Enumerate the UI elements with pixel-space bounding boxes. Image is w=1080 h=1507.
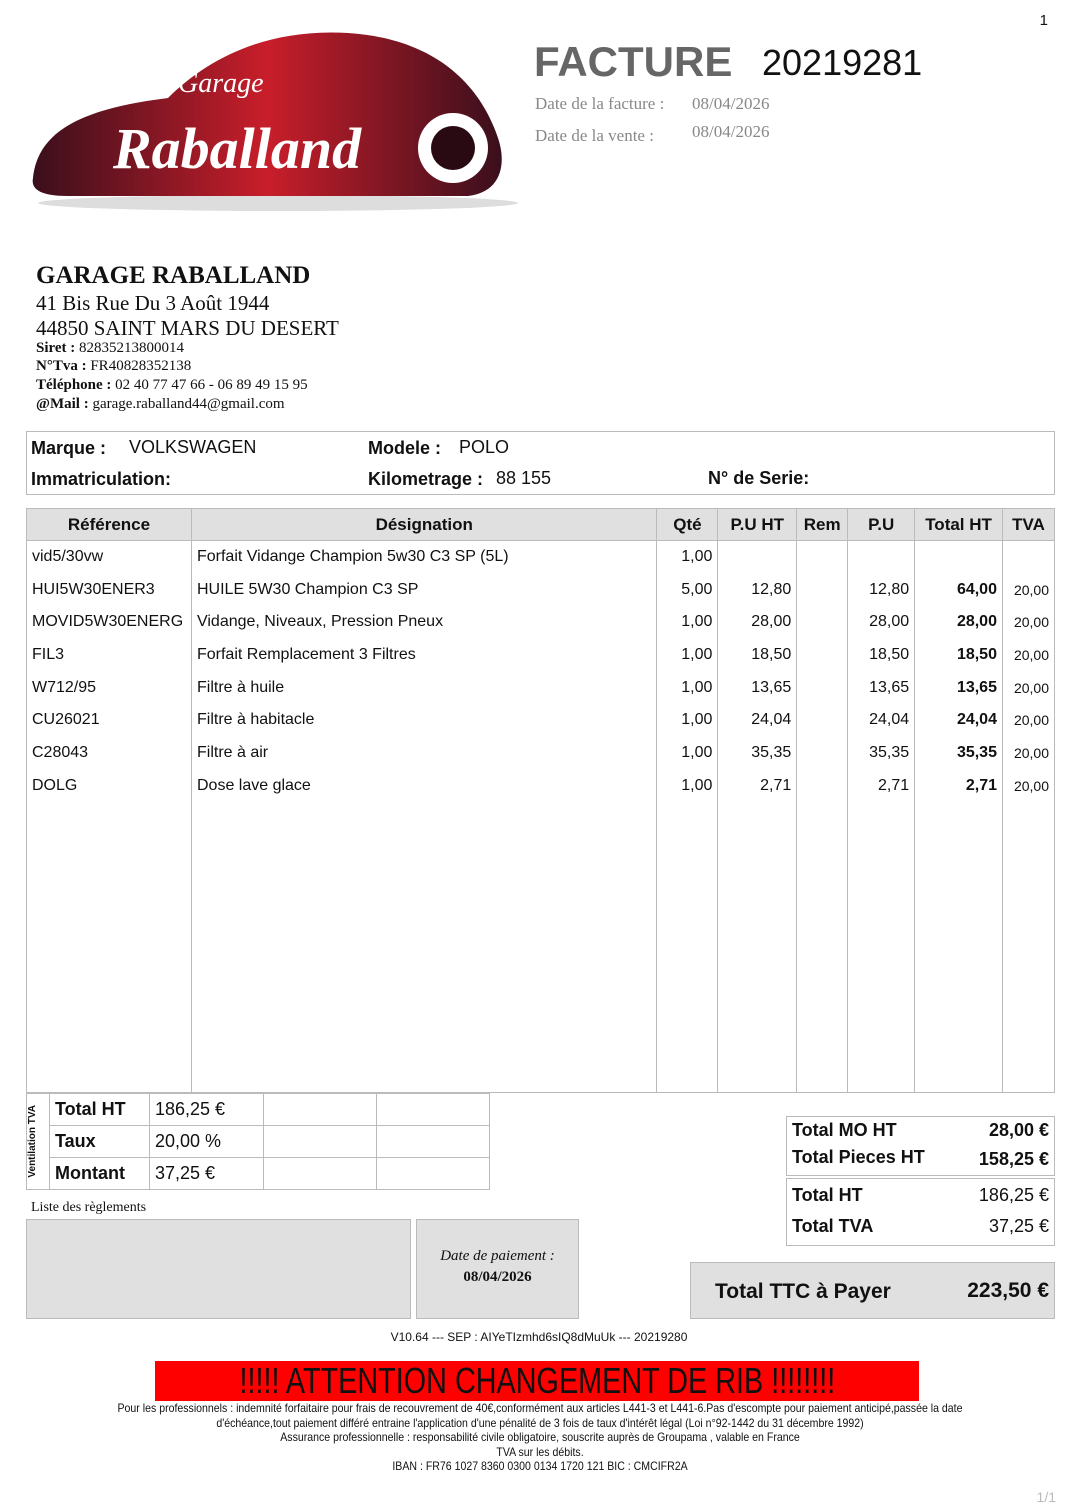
phone-label: Téléphone : [36,377,112,393]
unit-price [848,541,915,574]
version-line: V10.64 --- SEP : AIYeTIzmhd6sIQ8dMuUk --- 20219280 [390,1330,688,1344]
unit-price-ht: 24,04 [718,704,797,737]
mail: garage.raballand44@gmail.com [92,396,285,412]
empty-cell [718,802,797,1093]
unit-price-ht: 35,35 [718,737,797,770]
tva-rate: 20,00 [1002,606,1054,639]
unit-price: 28,00 [848,606,915,639]
designation: Forfait Vidange Champion 5w30 C3 SP (5L) [191,541,656,574]
serial-label: N° de Serie: [708,468,810,488]
sale-date: 08/04/2026 [692,122,770,141]
phone: 02 40 77 47 66 - 06 89 49 15 95 [115,377,308,393]
total-ht: 35,35 [915,737,1003,770]
table-row [27,671,1055,704]
total-ht: 64,00 [915,573,1003,606]
svg-text:Garage: Garage [178,68,264,99]
quantity: 1,00 [657,606,718,639]
total-tva: 37,25 € [988,1216,1049,1236]
total-ht: 24,04 [915,704,1003,737]
vat-rate: 20,00 % [150,1126,264,1158]
reference: MOVID5W30ENERG [27,606,192,639]
tva-rate: 20,00 [1002,573,1054,606]
column-header: Qté [657,509,718,541]
unit-price: 18,50 [848,639,915,672]
total-ht-label: Total HT [792,1185,863,1205]
company-address1: 41 Bis Rue Du 3 Août 1944 [36,291,270,315]
unit-price-ht: 18,50 [718,639,797,672]
total-ttc-box [690,1262,1055,1319]
quantity: 1,00 [657,704,718,737]
vat-amount-label: Montant [50,1158,150,1190]
footer-line-3: Assurance professionnelle : responsabilité civile obligatoire, souscrite auprès de Groupama , valable en France [280,1430,800,1445]
vat-side-label: Ventilation TVA [27,1105,38,1178]
discount [797,704,848,737]
vat-total-ht: 186,25 € [150,1094,264,1126]
unit-price-ht: 13,65 [718,671,797,704]
total-ht: 13,65 [915,671,1003,704]
tva-rate [1002,541,1054,574]
reference: HUI5W30ENER3 [27,573,192,606]
tva-label: N°Tva : [36,358,87,374]
unit-price: 2,71 [848,769,915,802]
table-row [27,541,1055,574]
vat-total-ht-label: Total HT [50,1094,150,1126]
table-row [27,737,1055,770]
table-row [27,639,1055,672]
unit-price-ht: 12,80 [718,573,797,606]
vehicle-box [26,431,1055,495]
reference: W712/95 [27,671,192,704]
vat-rate-label: Taux [50,1126,150,1158]
quantity: 1,00 [657,737,718,770]
tva-rate: 20,00 [1002,737,1054,770]
column-header: Désignation [191,509,656,541]
legal-footer [3,1401,1077,1474]
items-table [26,508,1055,1093]
total-ht: 18,50 [915,639,1003,672]
discount [797,737,848,770]
footer-line-2: d'échéance,tout paiement différé entraine l'application d'une pénalité de 3 fois de taux d'intérêt légal (Loi n°92-1442 du 31 décembre 1992) [216,1415,864,1430]
vat-amount: 37,25 € [150,1158,264,1190]
total-ht [915,541,1003,574]
garage-logo [28,28,528,218]
total-tva-label: Total TVA [792,1216,874,1236]
empty-cell [191,802,656,1093]
svg-text:Raballand: Raballand [113,116,362,181]
brand: VOLKSWAGEN [129,437,257,457]
column-header: Rem [797,509,848,541]
total-ht: 2,71 [915,769,1003,802]
model-label: Modele : [368,438,442,458]
siret: 82835213800014 [79,340,185,356]
discount [797,639,848,672]
payments-list-label: Liste des règlements [31,1200,147,1215]
invoice-number: 20219281 [762,42,923,83]
empty-cell [915,802,1003,1093]
designation: Forfait Remplacement 3 Filtres [191,639,656,672]
km: 88 155 [496,468,552,488]
discount [797,573,848,606]
km-label: Kilometrage : [368,469,484,489]
mo-label: Total MO HT [792,1120,897,1140]
table-row [27,704,1055,737]
total-ht: 186,25 € [978,1185,1049,1205]
reference: vid5/30vw [27,541,192,574]
column-header: TVA [1002,509,1054,541]
pieces-label: Total Pieces HT [792,1147,925,1167]
empty-cell [657,802,718,1093]
siret-label: Siret : [36,340,76,356]
total-ttc: 223,50 € [967,1279,1049,1302]
column-header: Référence [27,509,192,541]
unit-price: 13,65 [848,671,915,704]
tva-number: FR40828352138 [90,358,192,374]
company-address2: 44850 SAINT MARS DU DESERT [36,316,339,340]
discount [797,769,848,802]
discount [797,671,848,704]
designation: Filtre à air [191,737,656,770]
empty-cell [848,802,915,1093]
sale-date-label: Date de la vente : [535,126,654,145]
subtotals-box [786,1116,1055,1176]
payments-list [26,1219,411,1319]
quantity: 1,00 [657,769,718,802]
payment-date: 08/04/2026 [463,1269,532,1285]
mo-total: 28,00 € [988,1120,1049,1140]
plate-label: Immatriculation: [31,469,172,489]
rib-warning-banner [155,1361,919,1401]
invoice-title: FACTURE [534,38,733,85]
total-ht: 28,00 [915,606,1003,639]
reference: DOLG [27,769,192,802]
designation: Vidange, Niveaux, Pression Pneux [191,606,656,639]
table-row [27,606,1055,639]
column-header: Total HT [915,509,1003,541]
reference: FIL3 [27,639,192,672]
quantity: 5,00 [657,573,718,606]
empty-cell [27,802,192,1093]
column-header: P.U HT [718,509,797,541]
empty-cell [797,802,848,1093]
tva-rate: 20,00 [1002,769,1054,802]
total-ttc-label: Total TTC à Payer [715,1280,891,1303]
reference: CU26021 [27,704,192,737]
payment-date-box [416,1219,579,1319]
footer-line-1: Pour les professionnels : indemnité forfaitaire pour frais de recouvrement de 40€,conformément aux articles L441-3 et L441-6.Pas d'escompte pour paiement anticipé,passée la date [117,1401,963,1415]
brand-label: Marque : [31,438,107,458]
reference: C28043 [27,737,192,770]
quantity: 1,00 [657,639,718,672]
table-row [27,769,1055,802]
company-name: GARAGE RABALLAND [36,262,311,289]
footer-line-4: TVA sur les débits. [496,1444,584,1459]
payment-date-label: Date de paiement : [440,1248,555,1264]
discount [797,606,848,639]
pieces-total: 158,25 € [978,1149,1049,1169]
invoice-date: 08/04/2026 [692,94,770,113]
unit-price: 12,80 [848,573,915,606]
designation: Dose lave glace [191,769,656,802]
tva-rate: 20,00 [1002,639,1054,672]
totals-box [786,1178,1055,1246]
footer-iban: IBAN : FR76 1027 8360 0300 0134 1720 121 BIC : CMCIFR2A [392,1459,688,1474]
model: POLO [459,437,510,457]
discount [797,541,848,574]
quantity: 1,00 [657,671,718,704]
unit-price: 35,35 [848,737,915,770]
quantity: 1,00 [657,541,718,574]
vat-breakdown [26,1093,490,1190]
unit-price-ht [718,541,797,574]
tva-rate: 20,00 [1002,704,1054,737]
pager: 1/1 [1036,1489,1056,1505]
invoice-date-label: Date de la facture : [535,94,665,113]
page-number: 1 [1039,12,1048,29]
tva-rate: 20,00 [1002,671,1054,704]
empty-cell [1002,802,1054,1093]
column-header: P.U [848,509,915,541]
mail-label: @Mail : [36,396,89,412]
unit-price: 24,04 [848,704,915,737]
unit-price-ht: 2,71 [718,769,797,802]
table-row [27,573,1055,606]
designation: HUILE 5W30 Champion C3 SP [191,573,656,606]
designation: Filtre à habitacle [191,704,656,737]
designation: Filtre à huile [191,671,656,704]
rib-warning: !!!!! ATTENTION CHANGEMENT DE RIB !!!!!!!! [239,1361,835,1401]
unit-price-ht: 28,00 [718,606,797,639]
